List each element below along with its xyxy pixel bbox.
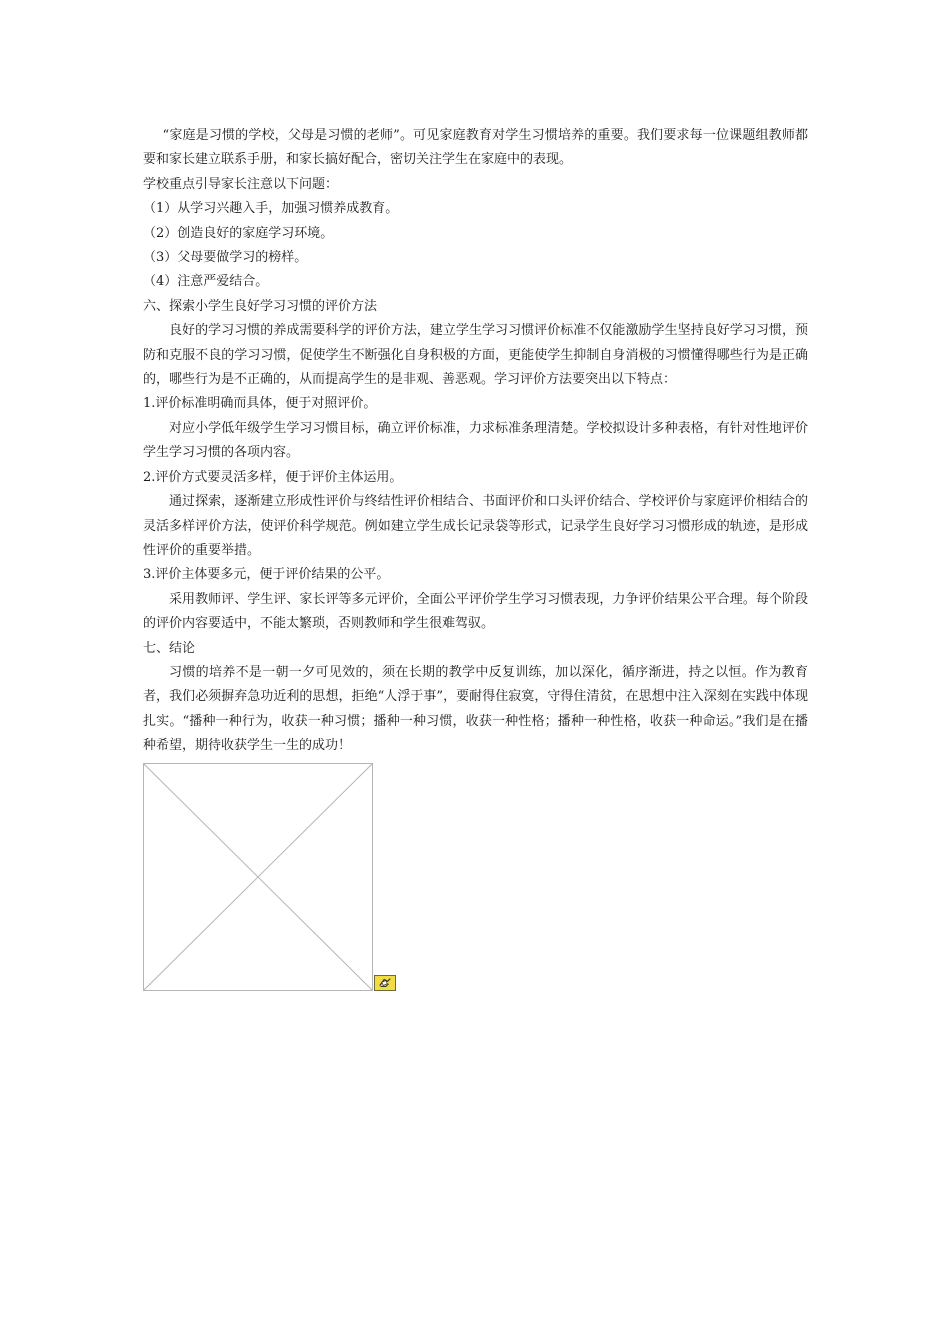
image-placeholder-frame bbox=[143, 763, 373, 991]
paragraph-school-guidance: 学校重点引导家长注意以下问题： bbox=[143, 176, 339, 192]
list-item-4: （4）注意严爱结合。 bbox=[143, 274, 269, 290]
paragraph-evaluation-methods: 通过探索，逐渐建立形成性评价与终结性评价相结合、书面评价和口头评价结合、学校评价与家庭评价相结合的灵活多样评价方法，使评价科学规范。例如建立学生成长记录袋等形式，记录学生良好学习习惯形成的轨迹，是形成性评价的重要举措。 bbox=[143, 494, 808, 558]
subheading-1: 1.评价标准明确而具体，便于对照评价。 bbox=[143, 396, 377, 412]
subheading-2: 2.评价方式要灵活多样，便于评价主体运用。 bbox=[143, 469, 403, 485]
list-item-1: （1）从学习兴趣入手，加强习惯养成教育。 bbox=[143, 201, 399, 217]
image-placeholder bbox=[143, 763, 399, 995]
paragraph-evaluation-subjects: 采用教师评、学生评、家长评等多元评价，全面公平评价学生学习习惯表现，力争评价结果公平合理。每个阶段的评价内容要适中，不能太繁琐，否则教师和学生很难驾驭。 bbox=[143, 591, 808, 632]
paragraph-evaluation-intro: 良好的学习习惯的养成需要科学的评价方法，建立学生学习习惯评价标准不仅能激励学生坚持良好学习习惯，预防和克服不良的学习习惯，促使学生不断强化自身积极的方面，更能使学生抑制自身消极的习惯懂得哪些行为是正确的，哪些行为是不正确的，从而提高学生的是非观、善恶观。学习评价方法要突出以下特点： bbox=[143, 323, 808, 388]
list-item-3: （3）父母要做学习的榜样。 bbox=[143, 250, 308, 266]
paragraph-family-education: “家庭是习惯的学校，父母是习惯的老师”。可见家庭教育对学生习惯培养的重要。我们要求每一位课题组教师都要和家长建立联系手册，和家长搞好配合，密切关注学生在家庭中的表现。 bbox=[143, 128, 808, 168]
paragraph-evaluation-standard: 对应小学低年级学生学习习惯目标，确立评价标准，力求标准条理清楚。学校拟设计多种表格，有针对性地评价学生学习习惯的各项内容。 bbox=[143, 420, 808, 461]
document-page bbox=[143, 124, 808, 995]
broken-image-icon-glyph bbox=[375, 976, 395, 990]
list-item-2: （2）创造良好的家庭学习环境。 bbox=[143, 225, 334, 241]
image-placeholder-cross bbox=[144, 764, 372, 990]
section-heading-7: 七、结论 bbox=[143, 640, 196, 656]
broken-image-icon bbox=[374, 975, 396, 991]
paragraph-conclusion: 习惯的培养不是一朝一夕可见效的，须在长期的教学中反复训练，加以深化，循序渐进，持之以恒。作为教育者，我们必须摒弃急功近利的思想，拒绝“人浮于事”，要耐得住寂寞，守得住清贫，在思想中注入深刻在实践中体现扎实。“播种一种行为，收获一种习惯；播种一种习惯，收获一种性格；播种一种性格，收获一种命运。”我们是在播种希望，期待收获学生一生的成功！ bbox=[143, 664, 808, 754]
section-heading-6: 六、探索小学生良好学习习惯的评价方法 bbox=[143, 298, 378, 314]
subheading-3: 3.评价主体要多元，便于评价结果的公平。 bbox=[143, 567, 390, 583]
